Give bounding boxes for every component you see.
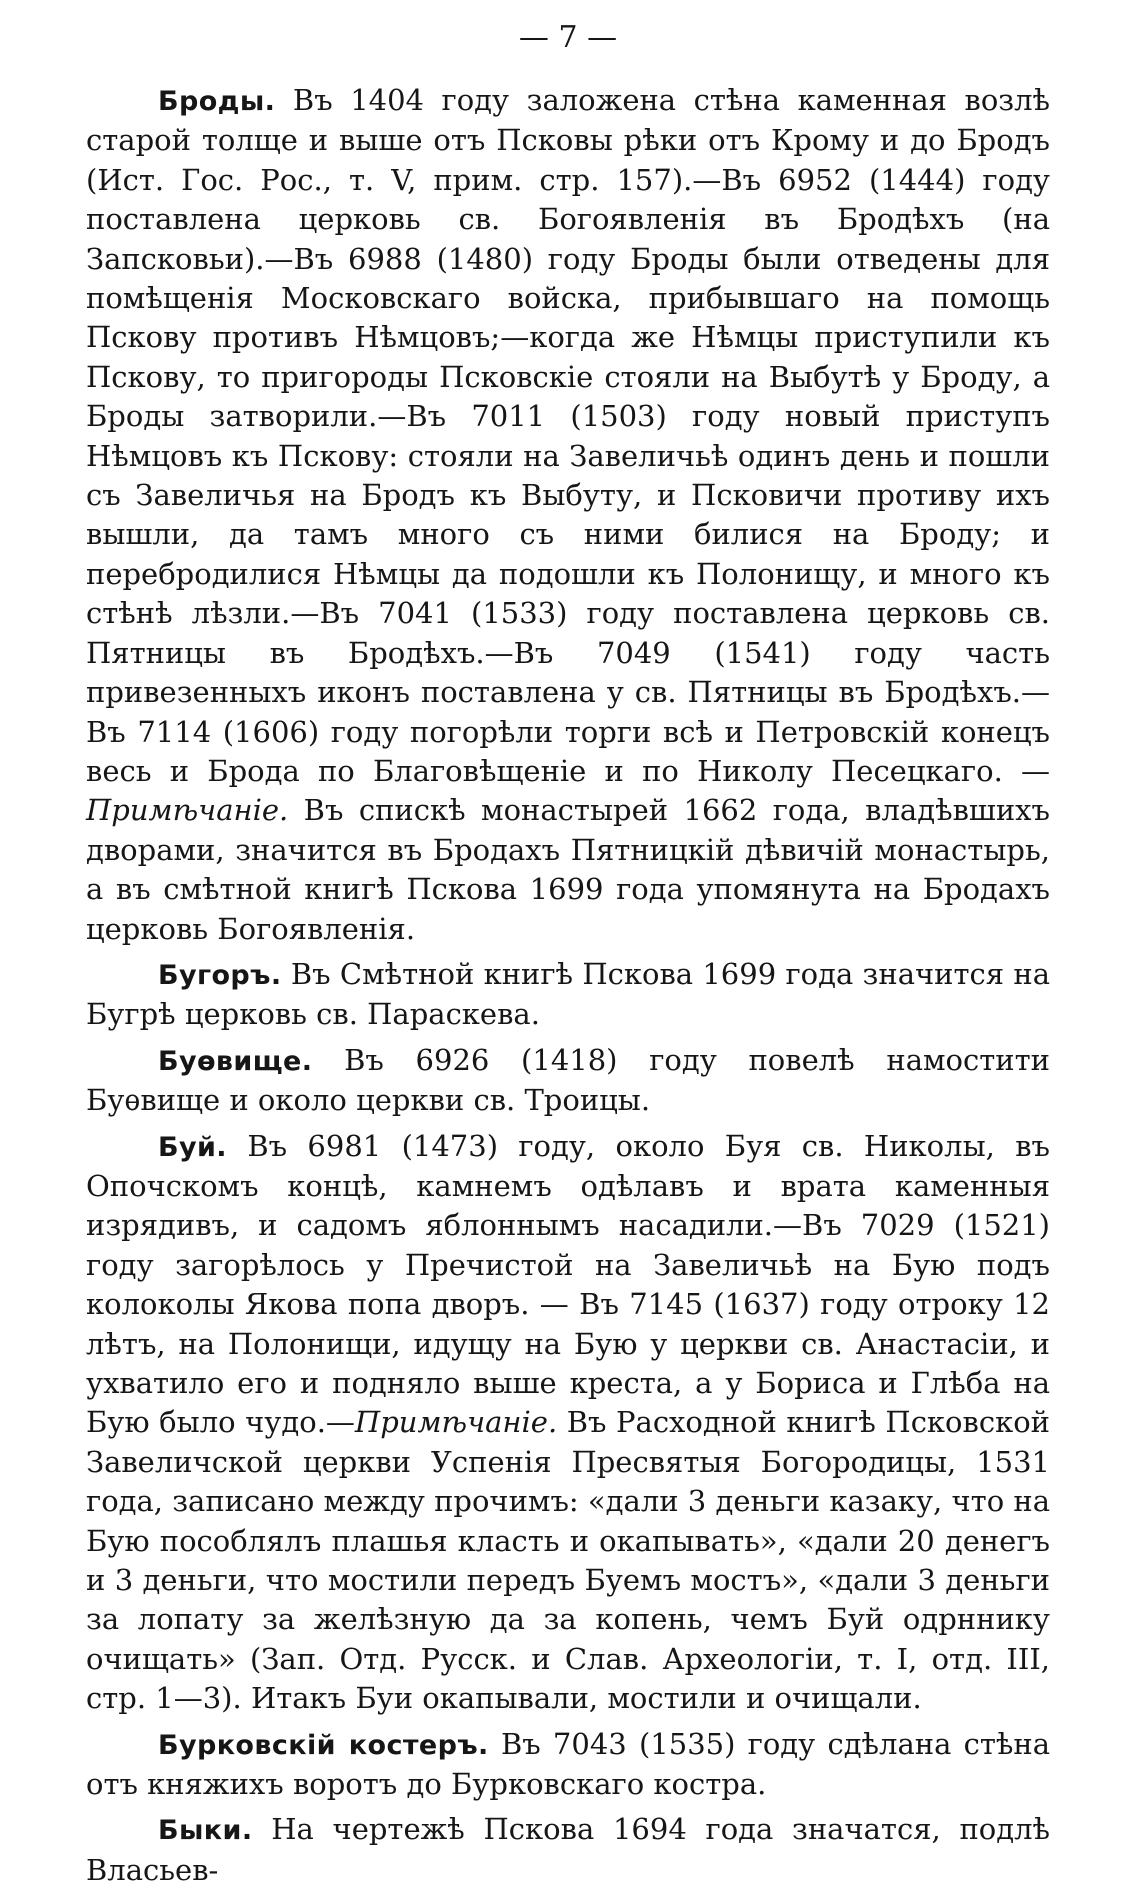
entry-headword: Буй. bbox=[158, 1131, 227, 1163]
entry-buevishche bbox=[86, 1041, 1050, 1121]
entry-bugor bbox=[86, 955, 1050, 1035]
entry-text: На чертежѣ Пскова 1694 года значатся, подлѣ Власьев- bbox=[86, 1812, 1050, 1887]
entry-text: Въ 6926 (1418) году повелѣ намостити Буѳвище и около церкви св. Троицы. bbox=[86, 1042, 1050, 1118]
entry-headword: Буѳвище. bbox=[158, 1045, 313, 1077]
entry-text: Въ 1404 году заложена стѣна каменная возлѣ старой толще и выше отъ Псковы рѣки отъ Крому и до Бродъ (Ист. Гос. Рос., т. V, прим. стр. 157).—Въ 6952 (1444) году поставлена церковь св. Богоявленія въ Бродѣхъ (на Запсковьи).—Въ 6988 (1480) году Броды были отведены для помѣщенія Московскаго войска, прибывшаго на помощь Пскову противъ Нѣмцовъ;—когда же Нѣмцы приступили къ Пскову, то пригороды Псковскіе стояли на Выбутѣ у Броду, а Броды затворили.—Въ 7011 (1503) году новый приступъ Нѣмцовъ къ Пскову: стояли на Завеличьѣ одинъ день и пошли съ Завеличья на Бродъ къ Выбуту, и Псковичи противу ихъ вышли, да тамъ много съ ними билися на Броду; и перебродилися Нѣмцы да подошли къ Полонищу, и много къ стѣнѣ лѣзли.—Въ 7041 (1533) году поставлена церковь св. Пятницы въ Бродѣхъ.—Въ 7049 (1541) году часть привезенныхъ иконъ поставлена у св. Пятницы въ Бродѣхъ.—Въ 7114 (1606) году погорѣли торги всѣ и Петровскій конецъ весь и Брода по Благовѣщеніе и по Николу Песецкаго. — bbox=[86, 83, 1050, 788]
entry-headword: Быки. bbox=[158, 1815, 253, 1847]
note-label: Примѣчаніе. bbox=[354, 1405, 558, 1440]
entry-headword: Бурковскій костеръ. bbox=[158, 1729, 489, 1761]
entry-text: Въ 7043 (1535) году сдѣлана стѣна отъ княжихъ воротъ до Бурковскаго костра. bbox=[86, 1726, 1050, 1802]
note-label: Примѣчаніе. bbox=[86, 793, 289, 828]
entry-burkovsky-koster bbox=[86, 1725, 1050, 1805]
entry-buy bbox=[86, 1127, 1050, 1719]
entry-text: Въ 6981 (1473) году, около Буя св. Николы, въ Опочскомъ концѣ, камнемъ одѣлавъ и врата каменныя изрядивъ, и садомъ яблоннымъ насадили.—Въ 7029 (1521) году загорѣлось у Пречистой на Завеличьѣ на Бую подъ колоколы Якова попа дворъ. — Въ 7145 (1637) году отроку 12 лѣтъ, на Полонищи, идущу на Бую у церкви св. Анастасіи, и ухватило его и подняло выше креста, а у Бориса и Глѣба на Бую было чудо.— bbox=[86, 1128, 1050, 1440]
page-number-text: — 7 — bbox=[518, 20, 618, 55]
entry-brody bbox=[86, 81, 1050, 949]
entry-text-continued: Въ Расходной книгѣ Псковской Завеличской церкви Успенія Пресвятыя Богородицы, 1531 года, записано между прочимъ: «дали 3 деньги казаку, что на Бую пособлялъ плашья класть и окапывать», «дали 20 денегъ и 3 деньги, что мостили передъ Буемъ мостъ», «дали 3 деньги за лопату за желѣзную да за копень, чемъ Буй одрннику очищать» (Зап. Отд. Русск. и Слав. Археологіи, т. I, отд. III, стр. 1—3). Итакъ Буи окапывали, мостили и очищали. bbox=[86, 1405, 1050, 1716]
document-page bbox=[86, 18, 1050, 1896]
entry-headword: Броды. bbox=[158, 86, 276, 117]
entry-text: Въ Смѣтной книгѣ Пскова 1699 года значится на Бугрѣ церковь св. Параскева. bbox=[86, 956, 1050, 1032]
entry-byki bbox=[86, 1810, 1050, 1890]
page-number bbox=[86, 18, 1050, 58]
entry-headword: Бугоръ. bbox=[158, 959, 282, 991]
entry-text-continued: Въ спискѣ монастырей 1662 года, владѣвшихъ дворами, значится въ Бродахъ Пятницкій дѣвичій монастырь, а въ смѣтной книгѣ Пскова 1699 года упомянута на Бродахъ церковь Богоявленія. bbox=[86, 793, 1050, 946]
